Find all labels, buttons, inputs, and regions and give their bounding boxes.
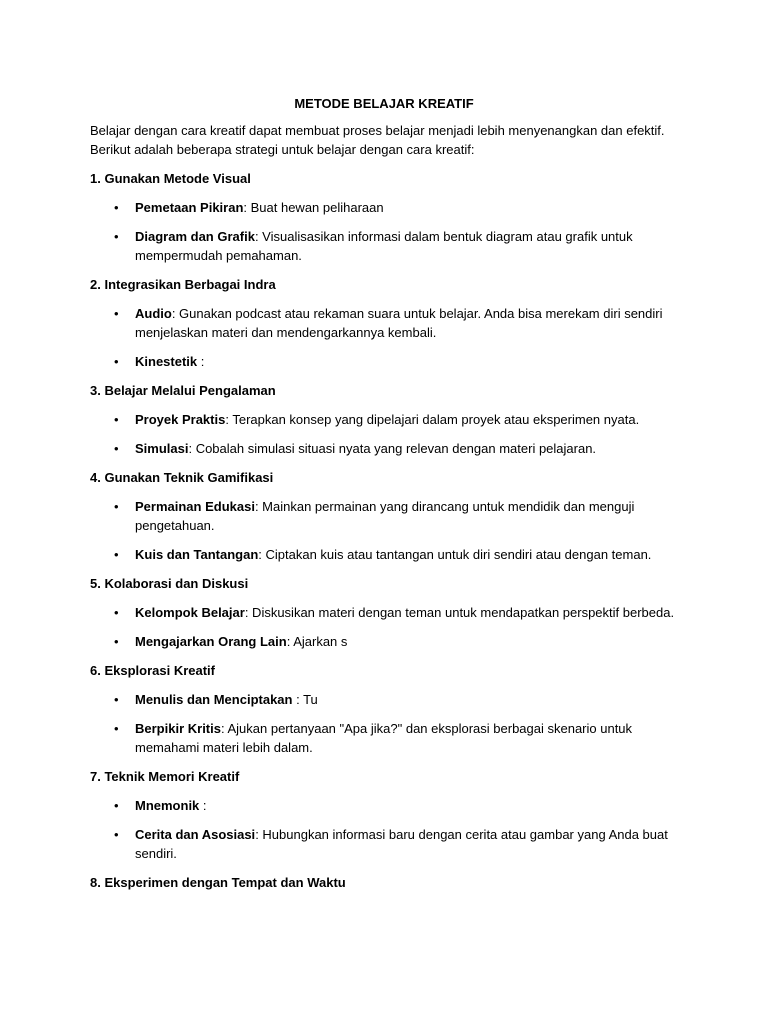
item-term: Cerita dan Asosiasi (135, 827, 256, 842)
section-heading: 3. Belajar Melalui Pengalaman (90, 383, 276, 398)
item-term: Diagram dan Grafik (135, 229, 255, 244)
bullet-list (90, 304, 678, 371)
list-item (90, 603, 678, 622)
section-heading: 6. Eksplorasi Kreatif (90, 663, 215, 678)
list-item (90, 497, 678, 535)
bullet-icon: • (114, 721, 119, 736)
bullet-icon: • (114, 605, 119, 620)
item-term: Menulis dan Menciptakan (135, 692, 293, 707)
bullet-list (90, 410, 678, 458)
section-heading: 7. Teknik Memori Kreatif (90, 769, 240, 784)
section-3 (90, 381, 678, 458)
bullet-icon: • (114, 827, 119, 842)
item-term: Audio (135, 306, 172, 321)
bullet-list (90, 796, 678, 863)
item-term: Permainan Edukasi (135, 499, 255, 514)
intro-paragraph: Belajar dengan cara kreatif dapat membuat proses belajar menjadi lebih menyenangkan dan efektif. Berikut adalah beberapa strategi untuk belajar dengan cara kreatif: (90, 123, 665, 157)
item-term: Kinestetik (135, 354, 198, 369)
item-text: : Mainkan permainan yang dirancang untuk mendidik dan menguji pengetahuan. (135, 499, 635, 533)
list-item (90, 796, 678, 815)
item-text: : Gunakan podcast atau rekaman suara untuk belajar. Anda bisa merekam diri sendiri menjelaskan materi dan mendengarkannya kembali. (135, 306, 663, 340)
section-heading: 4. Gunakan Teknik Gamifikasi (90, 470, 274, 485)
bullet-icon: • (114, 441, 119, 456)
item-text: : Tu (292, 692, 318, 707)
section-heading: 2. Integrasikan Berbagai Indra (90, 277, 276, 292)
list-item (90, 304, 678, 342)
bullet-icon: • (114, 306, 119, 321)
section-1 (90, 169, 678, 265)
item-term: Proyek Praktis (135, 412, 226, 427)
bullet-list (90, 497, 678, 564)
bullet-icon: • (114, 547, 119, 562)
list-item (90, 410, 678, 429)
section-5 (90, 574, 678, 651)
section-heading: 5. Kolaborasi dan Diskusi (90, 576, 249, 591)
list-item (90, 545, 678, 564)
bullet-list (90, 198, 678, 265)
bullet-icon: • (114, 634, 119, 649)
bullet-icon: • (114, 354, 119, 369)
section-heading: 8. Eksperimen dengan Tempat dan Waktu (90, 875, 346, 890)
item-text: : (197, 354, 205, 369)
bullet-list (90, 603, 678, 651)
bullet-icon: • (114, 412, 119, 427)
document-title: METODE BELAJAR KREATIF (294, 96, 474, 111)
section-7 (90, 767, 678, 863)
list-item (90, 632, 678, 651)
item-term: Berpikir Kritis (135, 721, 221, 736)
item-term: Kelompok Belajar (135, 605, 245, 620)
section-6 (90, 661, 678, 757)
item-term: Mnemonik (135, 798, 200, 813)
section-heading: 1. Gunakan Metode Visual (90, 171, 251, 186)
list-item (90, 227, 678, 265)
item-text: : Ajukan pertanyaan "Apa jika?" dan eksplorasi berbagai skenario untuk memahami materi lebih dalam. (135, 721, 633, 755)
item-term: Kuis dan Tantangan (135, 547, 259, 562)
list-item (90, 352, 678, 371)
list-item (90, 719, 678, 757)
item-text: : Visualisasikan informasi dalam bentuk diagram atau grafik untuk mempermudah pemahaman. (135, 229, 633, 263)
list-item (90, 690, 678, 709)
item-text: : Buat hewan peliharaan (243, 200, 384, 215)
bullet-icon: • (114, 499, 119, 514)
section-2 (90, 275, 678, 371)
item-text: : Cobalah simulasi situasi nyata yang relevan dengan materi pelajaran. (188, 441, 597, 456)
list-item (90, 439, 678, 458)
list-item (90, 825, 678, 863)
bullet-icon: • (114, 798, 119, 813)
item-text: : Diskusikan materi dengan teman untuk mendapatkan perspektif berbeda. (244, 605, 675, 620)
item-text: : Ciptakan kuis atau tantangan untuk diri sendiri atau dengan teman. (258, 547, 652, 562)
item-text: : (199, 798, 207, 813)
item-term: Pemetaan Pikiran (135, 200, 244, 215)
bullet-icon: • (114, 229, 119, 244)
item-text: : Ajarkan s (286, 634, 348, 649)
item-term: Simulasi (135, 441, 189, 456)
item-term: Mengajarkan Orang Lain (135, 634, 287, 649)
list-item (90, 198, 678, 217)
bullet-icon: • (114, 200, 119, 215)
bullet-list (90, 690, 678, 757)
section-8 (90, 873, 678, 892)
bullet-icon: • (114, 692, 119, 707)
item-text: : Terapkan konsep yang dipelajari dalam proyek atau eksperimen nyata. (225, 412, 640, 427)
section-4 (90, 468, 678, 564)
item-text: : Hubungkan informasi baru dengan cerita atau gambar yang Anda buat sendiri. (135, 827, 668, 861)
